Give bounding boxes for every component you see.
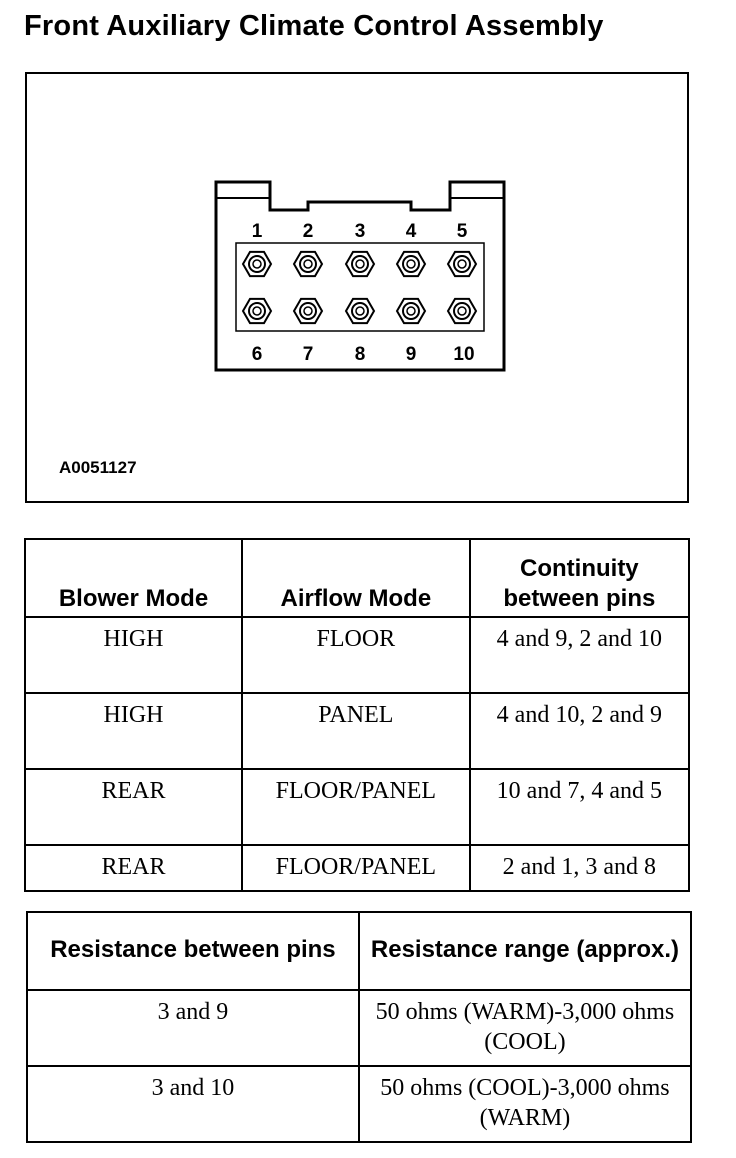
column-header: Blower Mode xyxy=(25,539,242,617)
table-row xyxy=(25,693,689,769)
connector-diagram xyxy=(27,74,691,505)
connector-figure xyxy=(25,72,689,503)
pin-label-10: 10 xyxy=(453,344,475,365)
column-header: Continuity between pins xyxy=(470,539,689,617)
resistance-table xyxy=(26,911,692,1143)
table-row xyxy=(27,1066,691,1142)
pin-label-6: 6 xyxy=(251,344,263,365)
pin-terminal-8 xyxy=(346,299,374,323)
table-cell: 4 and 9, 2 and 10 xyxy=(470,617,689,693)
table-row xyxy=(25,769,689,845)
column-header: Airflow Mode xyxy=(242,539,470,617)
table-row xyxy=(25,617,689,693)
table-cell: PANEL xyxy=(242,693,470,769)
pin-terminal-7 xyxy=(294,299,322,323)
pin-label-9: 9 xyxy=(405,344,417,365)
table-cell: 3 and 9 xyxy=(27,990,359,1066)
pin-terminal-3 xyxy=(346,252,374,276)
pin-terminal-10 xyxy=(448,299,476,323)
table-cell: HIGH xyxy=(25,617,242,693)
pin-label-5: 5 xyxy=(456,221,468,242)
table-cell: REAR xyxy=(25,769,242,845)
table-header-row xyxy=(25,539,689,617)
pin-label-7: 7 xyxy=(302,344,314,365)
table-cell: FLOOR/PANEL xyxy=(242,845,470,891)
pin-label-2: 2 xyxy=(302,221,314,242)
pin-terminal-6 xyxy=(243,299,271,323)
figure-id: A0051127 xyxy=(59,458,137,477)
pin-terminal-1 xyxy=(243,252,271,276)
table-row xyxy=(27,990,691,1066)
page-title: Front Auxiliary Climate Control Assembly xyxy=(24,10,604,42)
table-cell: 4 and 10, 2 and 9 xyxy=(470,693,689,769)
table-cell: 50 ohms (COOL)-3,000 ohms (WARM) xyxy=(359,1066,691,1142)
pin-label-8: 8 xyxy=(354,344,366,365)
table-cell: FLOOR xyxy=(242,617,470,693)
column-header: Resistance between pins xyxy=(27,912,359,990)
table-cell: 3 and 10 xyxy=(27,1066,359,1142)
table-cell: HIGH xyxy=(25,693,242,769)
pin-label-4: 4 xyxy=(405,221,417,242)
continuity-table xyxy=(24,538,690,892)
table-row xyxy=(25,845,689,891)
pin-terminal-9 xyxy=(397,299,425,323)
table-cell: FLOOR/PANEL xyxy=(242,769,470,845)
table-cell: 10 and 7, 4 and 5 xyxy=(470,769,689,845)
pin-terminal-4 xyxy=(397,252,425,276)
pin-label-1: 1 xyxy=(251,221,263,242)
pin-terminal-5 xyxy=(448,252,476,276)
pin-label-3: 3 xyxy=(354,221,366,242)
table-cell: REAR xyxy=(25,845,242,891)
table-cell: 50 ohms (WARM)-3,000 ohms (COOL) xyxy=(359,990,691,1066)
table-cell: 2 and 1, 3 and 8 xyxy=(470,845,689,891)
table-header-row xyxy=(27,912,691,990)
column-header: Resistance range (approx.) xyxy=(359,912,691,990)
pin-terminal-2 xyxy=(294,252,322,276)
